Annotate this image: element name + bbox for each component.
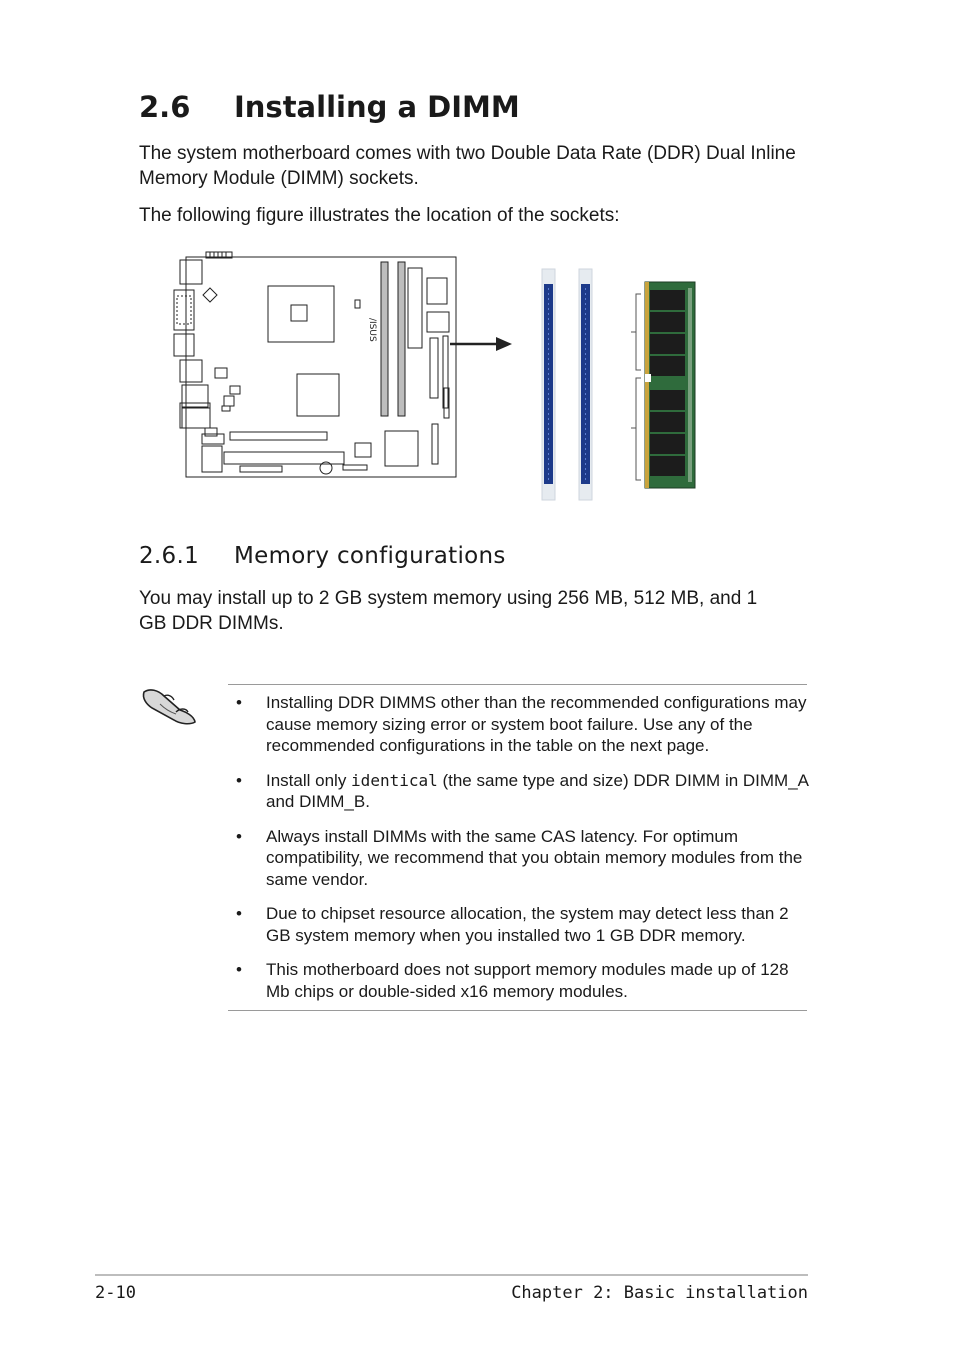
section-number: 2.6	[139, 90, 191, 124]
dimm-socket-b	[579, 269, 592, 500]
board-logo: /ISUS	[367, 318, 377, 342]
note-bottom-rule	[228, 1010, 807, 1011]
dimm-notch-brackets	[631, 294, 641, 480]
note-bullet: • Due to chipset resource allocation, the system may detect less than 2 GB system memory when you installed two 1 GB DDR memory.	[236, 903, 811, 946]
footer-rule	[95, 1274, 808, 1276]
figure-caption: The following figure illustrates the location of the sockets:	[139, 205, 620, 226]
chapter-title: Chapter 2: Basic installation	[511, 1283, 808, 1303]
intro-paragraph: The system motherboard comes with two Double Data Rate (DDR) Dual Inline Memory Module (DIMM) sockets.	[139, 143, 796, 189]
memory-config-paragraph: You may install up to 2 GB system memory using 256 MB, 512 MB, and 1 GB DDR DIMMs.	[139, 588, 758, 634]
note-bullet: • Install only identical (the same type and size) DDR DIMM in DIMM_A and DIMM_B.	[236, 770, 811, 813]
subsection-heading	[139, 543, 506, 569]
hand-pointer-icon	[140, 682, 198, 726]
dimm-socket-a	[542, 269, 555, 500]
subsection-title: Memory configurations	[234, 543, 506, 569]
ddr-dimm-module	[645, 282, 695, 488]
subsection-number: 2.6.1	[139, 543, 200, 569]
motherboard-layout	[174, 252, 512, 477]
section-heading	[139, 90, 520, 124]
note-bullet: • Installing DDR DIMMS other than the recommended configurations may cause memory sizing error or system boot failure. Use any of the recommended configurations in the table on the next page.	[236, 692, 811, 757]
emphasis-text: identical	[351, 770, 438, 790]
section-title: Installing a DIMM	[234, 90, 520, 124]
note-bullet-list	[236, 692, 811, 1015]
dimm-location-figure	[160, 248, 705, 506]
page-number: 2-10	[95, 1283, 136, 1303]
note-bullet: • Always install DIMMs with the same CAS latency. For optimum compatibility, we recommend that you obtain memory modules from the same vendor.	[236, 826, 811, 891]
note-top-rule	[228, 684, 807, 685]
note-bullet: • This motherboard does not support memory modules made up of 128 Mb chips or double-sided x16 memory modules.	[236, 959, 811, 1002]
